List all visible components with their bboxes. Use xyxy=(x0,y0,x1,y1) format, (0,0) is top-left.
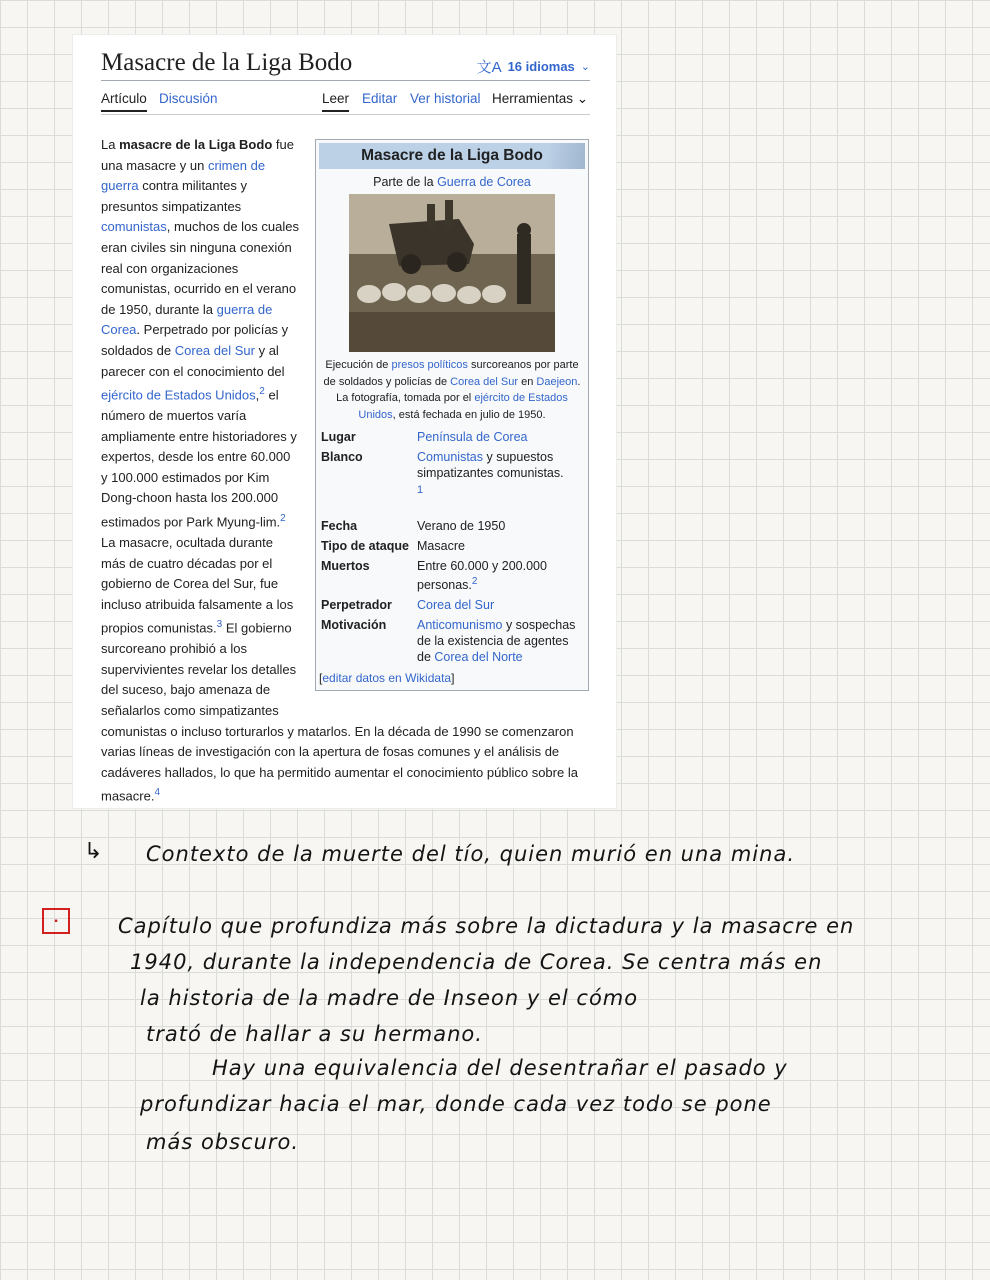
tabs-divider xyxy=(101,114,590,115)
infobox-value xyxy=(415,447,585,516)
text: La xyxy=(101,137,116,152)
infobox-table xyxy=(319,427,585,667)
text: El gobierno surcoreano prohibió a los supervivientes revelar los detalles del suceso, bajo amenaza de señalarlos como simpatizantes comunistas o incluso torturarlos y matarlos. En la década de 1990 se comenzaron varias líneas de investigación con la apertura de fosas comunes y el análisis de cadáveres hallados, lo que ha permitido aumentar el conocimiento público sobre la masacre. xyxy=(101,620,578,804)
ref-2[interactable]: 2 xyxy=(471,576,478,587)
caption-text-1: Ejecución de xyxy=(325,359,389,371)
return-arrow-icon: ↳ xyxy=(84,838,103,863)
link-corea-del-sur[interactable]: Corea del Sur xyxy=(450,375,519,388)
infobox-value xyxy=(415,595,585,615)
link-guerra-de-corea[interactable]: Guerra de Corea xyxy=(437,175,531,189)
link-comunistas[interactable]: Comunistas xyxy=(417,450,483,464)
text: contra militantes y presuntos simpatizantes xyxy=(101,178,247,214)
link-crimen-de-guerra[interactable]: crimen de guerra xyxy=(101,157,266,194)
infobox-row xyxy=(319,615,585,667)
infobox-value xyxy=(415,427,585,447)
infobox-value xyxy=(415,615,585,667)
tab-talk[interactable]: Discusión xyxy=(159,91,218,106)
edit-wikidata-link[interactable]: editar datos en Wikidata xyxy=(322,671,452,686)
infobox-key: Tipo de ataque xyxy=(321,539,409,553)
infobox-caption xyxy=(321,357,583,423)
tab-read[interactable]: Leer xyxy=(322,91,349,112)
ref-1[interactable]: 1 xyxy=(417,484,424,496)
infobox-photo[interactable] xyxy=(349,194,555,352)
ref-4[interactable]: 4 xyxy=(154,787,161,799)
infobox-value: Verano de 1950 xyxy=(417,519,506,533)
tab-article[interactable]: Artículo xyxy=(101,91,147,112)
infobox-key: Motivación xyxy=(321,618,387,633)
infobox-row xyxy=(319,447,585,516)
link-presos-politicos[interactable]: presos políticos xyxy=(391,359,468,371)
link-comunistas[interactable]: comunistas xyxy=(101,219,167,235)
infobox-key: Perpetrador xyxy=(321,598,392,613)
ref-2[interactable]: 2 xyxy=(259,386,265,398)
language-selector[interactable] xyxy=(477,56,590,77)
note-line-1: Contexto de la muerte del tío, quien murió en una mina. xyxy=(146,842,795,866)
infobox-key: Muertos xyxy=(321,559,370,573)
translate-icon: 文A xyxy=(476,59,502,76)
note-line-5: trató de hallar a su hermano. xyxy=(146,1022,483,1046)
text: fue una masacre y un xyxy=(101,137,294,173)
page-tabs xyxy=(101,91,590,113)
bracket-open: [ xyxy=(319,671,323,686)
title-divider xyxy=(101,80,590,81)
blanco-text: y supuestos simpatizantes comunistas. xyxy=(417,450,564,480)
infobox xyxy=(315,139,589,691)
caption-text-3: en xyxy=(521,375,534,388)
bracket-close: ] xyxy=(451,671,455,686)
execution-photo xyxy=(349,194,555,352)
link-guerra-de-corea[interactable]: guerra de Corea xyxy=(101,301,273,338)
link-corea-del-sur[interactable]: Corea del Sur xyxy=(417,598,495,613)
infobox-key: Lugar xyxy=(321,430,356,444)
link-anticomunismo[interactable]: Anticomunismo xyxy=(417,618,503,633)
infobox-subtitle xyxy=(319,174,585,190)
caption-text-4: . La fotografía, tomada por el xyxy=(336,375,581,404)
chevron-down-icon: ⌄ xyxy=(576,91,589,106)
infobox-row xyxy=(319,595,585,615)
wikipedia-clipping xyxy=(73,35,616,808)
link-peninsula[interactable]: Península de Corea xyxy=(417,430,528,444)
link-corea-del-norte[interactable]: Corea del Norte xyxy=(434,650,523,665)
text: , muchos de los cuales eran civiles sin ninguna conexión real con organizaciones comunistas, ocurrido en el verano de 1950, durante la xyxy=(101,219,299,317)
note-line-6: Hay una equivalencia del desentrañar el pasado y xyxy=(212,1056,788,1080)
tab-edit[interactable]: Editar xyxy=(362,91,398,106)
motivacion-text: y sospechas de la existencia de agentes de xyxy=(417,618,576,665)
note-line-3: 1940, durante la independencia de Corea. Se centra más en xyxy=(130,950,823,974)
muertos-text: Entre 60.000 y 200.000 personas. xyxy=(417,559,547,593)
infobox-footer xyxy=(319,670,585,686)
chevron-down-icon: ⌄ xyxy=(580,61,590,73)
bold-term: masacre de la Liga Bodo xyxy=(119,137,273,152)
infobox-key: Fecha xyxy=(321,519,358,533)
tab-history[interactable]: Ver historial xyxy=(410,91,481,106)
caption-text-5: , está fechada en julio de 1950. xyxy=(392,408,546,421)
link-corea-del-sur[interactable]: Corea del Sur xyxy=(174,342,255,358)
note-line-4: la historia de la madre de Inseon y el cómo xyxy=(140,986,639,1010)
text: el número de muertos varía ampliamente entre historiadores y expertos, desde los entre 60.000 y 100.000 estimados por Kim Dong-choon hasta los 200.000 estimados por Park Myung-lim. xyxy=(101,387,297,530)
infobox-title: Masacre de la Liga Bodo xyxy=(319,143,585,169)
infobox-value xyxy=(415,556,585,595)
tab-tools[interactable] xyxy=(492,91,588,111)
text: . Perpetrado por policías y soldados de xyxy=(101,322,289,358)
note-line-8: más obscuro. xyxy=(146,1130,300,1154)
infobox-row xyxy=(319,536,585,556)
infobox-row xyxy=(319,516,585,536)
page-title: Masacre de la Liga Bodo xyxy=(101,49,353,76)
infobox-value: Masacre xyxy=(417,539,465,553)
link-ejercito-eeuu[interactable]: ejército de Estados Unidos xyxy=(101,387,256,403)
ref-2[interactable]: 2 xyxy=(280,513,286,525)
note-line-7: profundizar hacia el mar, donde cada vez todo se pone xyxy=(140,1092,772,1116)
tools-label: Herramientas xyxy=(492,91,574,106)
infobox-row xyxy=(319,556,585,595)
language-count: 16 idiomas xyxy=(507,59,575,74)
note-line-2: Capítulo que profundiza más sobre la dictadura y la masacre en xyxy=(118,914,855,938)
ref-3[interactable]: 3 xyxy=(216,619,223,631)
article-body: Masacre de la Liga Bodo Parte de la Guerra de Corea Ejecución de presos políticos surcoreanos por parte de soldados y policías de Corea del Sur en Daejeon. La fotografía, tomada por el ejército de Estados Unidos, está fechada en julio de 1950. Lugar Península de Corea Blanco Comunistas y supuestos simpatizantes comunistas. 1 Fecha Verano de 1950 Tipo de ataque Masacre Muertos Entre 60.000 y 200.000 personas.$^2$ Perpetrador Corea del Sur Motivación Anticomunismo y sospechas de la existencia de agentes de Corea del Norte [editar datos en Wikidata] La masacre de la Liga Bodo fue una masacre y un crimen de guerra contra militantes y presuntos simpatizantes comunistas, muchos de los cuales eran civiles sin ninguna conexión real con organizaciones comunistas, ocurrido en el verano de 1950, durante la guerra de Corea. Perpetrado por policías y soldados de Corea del Sur y al parecer con el conocimiento del ejército de Estados Unidos,$^2$ el número de muertos varía ampliamente entre historiadores y expertos, desde los entre 60.000 y 100.000 estimados por Kim Dong-choon hasta los 200.000 estimados por Park Myung-lim.$^2$ La masacre, ocultada durante más de cuatro décadas por el gobierno de Corea del Sur, fue incluso atribuida falsamente a los propios comunistas.$^3$ El gobierno surcoreano prohibió a los supervivientes revelar los detalles del suceso, bajo amenaza de señalarlos como simpatizantes comunistas o incluso torturarlos y matarlos. En la década de 1990 se comenzaron varias líneas de investigación con la apertura de fosas comunes y el análisis de cadáveres hallados, lo que ha permitido aumentar el conocimiento público sobre la masacre.$^4$ xyxy=(101,135,589,807)
link-daejeon[interactable]: Daejeon xyxy=(536,375,578,388)
infobox-subtitle-text: Parte de la xyxy=(373,175,434,189)
checkbox-icon: ▪ xyxy=(42,908,70,934)
text: y al parecer con el conocimiento del xyxy=(101,342,285,379)
infobox-key: Blanco xyxy=(321,450,363,464)
caption-text-2: surcoreanos por parte de soldados y policías de xyxy=(323,359,579,388)
infobox-row xyxy=(319,427,585,447)
link-ejercito-eeuu[interactable]: ejército de Estados Unidos xyxy=(358,392,568,421)
text: La masacre, ocultada durante más de cuatro décadas por el gobierno de Corea del Sur, fue incluso atribuida falsamente a los propios comunistas. xyxy=(101,534,294,636)
